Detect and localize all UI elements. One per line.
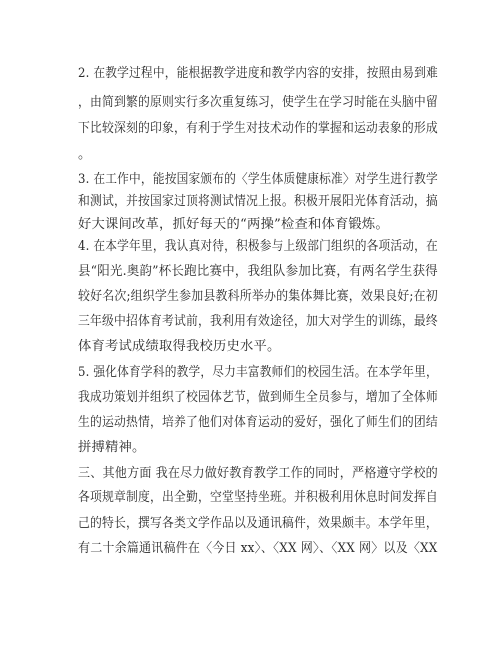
- text-line: ，由简到繁的原则实行多次重复练习，使学生在学习时能在头脑中留: [78, 95, 438, 110]
- text-line: 和测试，并按国家过顶将测试情况上报。积极开展阳光体育活动，搞: [78, 194, 438, 209]
- text-line: 三、其他方面 我在尽力做好教育教学工作的同时，严格遵守学校的: [78, 466, 438, 481]
- text-line: 三年级中招体育考试前，我利用有效途径，加大对学生的训练，最终: [78, 314, 438, 329]
- text-line: 2. 在教学过程中，能根据教学进度和教学内容的安排，按照由易到难: [78, 66, 438, 81]
- text-line: 生的运动热情，培养了他们对体育运动的爱好，强化了师生们的团结: [78, 415, 438, 430]
- text-line: 拼搏精神。: [78, 440, 146, 455]
- text-line: 己的特长，撰写各类文学作品以及通讯稿件，效果颇丰。本学年里，: [78, 516, 438, 531]
- text-line: 县“阳光.奥韵”杯长跑比赛中，我组队参加比赛，有两名学生获得: [78, 264, 438, 279]
- text-line: 。: [78, 147, 92, 162]
- text-line: 较好名次;组织学生参加县教科所举办的集体舞比赛，效果良好;在初: [78, 289, 438, 304]
- text-line: 4. 在本学年里，我认真对待，积极参与上级部门组织的各项活动，在: [78, 239, 438, 254]
- text-line: 有二十余篇通讯稿件在〈今日 xx〉、〈XX 网〉、〈XX 网〉以及〈XX: [78, 541, 438, 556]
- text-line: 5. 强化体育学科的教学，尽力丰富教师们的校园生活。在本学年里，: [78, 365, 438, 380]
- text-line: 体育考试成绩取得我校历史水平。: [78, 339, 281, 354]
- text-line: 下比较深刻的印象，有利于学生对技术动作的掌握和运动表象的形成: [78, 121, 438, 136]
- text-line: 好大课间改革，抓好每天的“两操”检查和体育锻炼。: [78, 217, 389, 232]
- text-line: 我成功策划并组织了校园体艺节，做到师生全员参与，增加了全体师: [78, 390, 438, 405]
- text-line: 各项规章制度，出全勤，空堂坚持坐班。并积极利用休息时间发挥自: [78, 490, 438, 505]
- text-line: 3. 在工作中，能按国家颁布的〈学生体质健康标准〉对学生进行教学: [78, 172, 438, 187]
